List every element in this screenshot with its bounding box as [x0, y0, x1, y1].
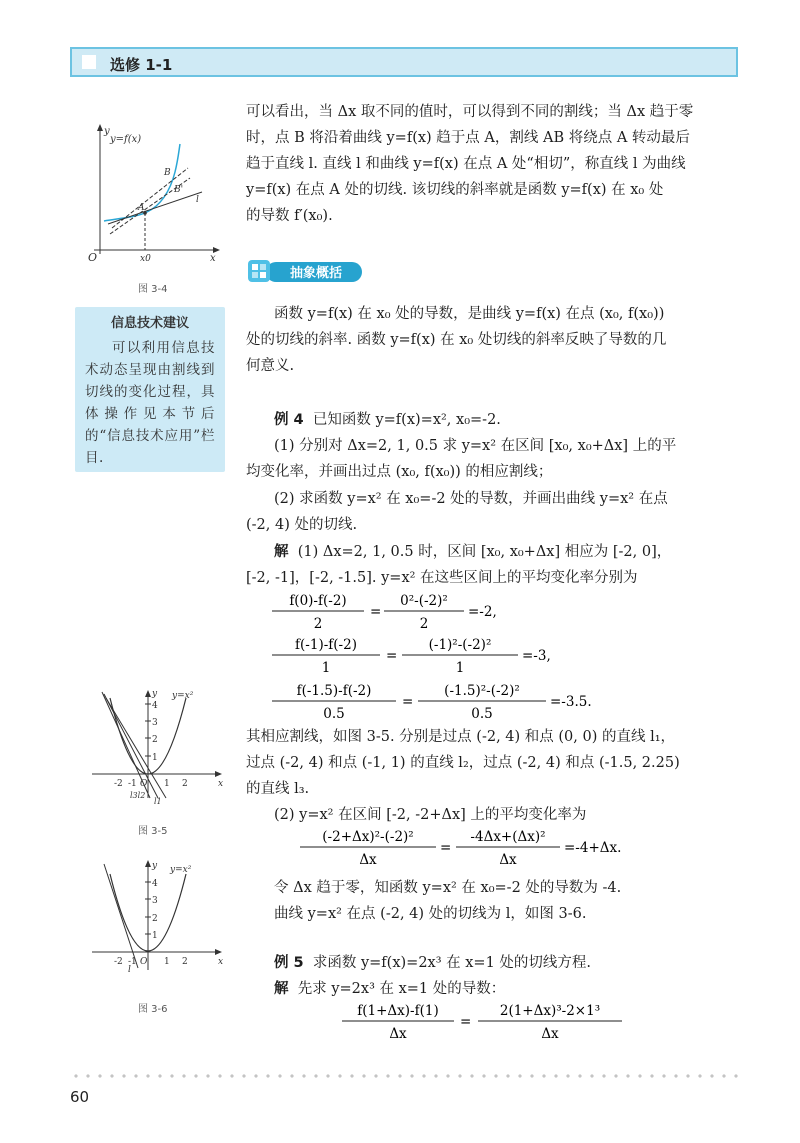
abstract-line: 何意义.	[246, 358, 295, 374]
fig35-x-tick: -2	[114, 779, 123, 789]
fig35-caption: 图 3-5	[138, 826, 168, 837]
f3-den2: 0.5	[471, 706, 493, 722]
f2-num2: (-1)²-(-2)²	[428, 637, 492, 653]
f4-den1: Δx	[359, 852, 377, 868]
fig35-curve-label: y=x²	[172, 691, 194, 701]
fig36-y-tick: 2	[152, 914, 158, 924]
fig35-y-tick: 4	[152, 701, 158, 711]
figure-3-5	[88, 688, 228, 816]
example4-s2c: 的直线 l₃.	[246, 781, 310, 797]
fig34-point-a: A	[138, 203, 145, 213]
f1-result: =-2,	[468, 604, 497, 620]
fig35-lines-label: l3l2	[130, 791, 146, 800]
f3-num1: f(-1.5)-f(-2)	[296, 683, 372, 699]
example5-tag: 例 5	[274, 955, 304, 971]
f3-den1: 0.5	[323, 706, 345, 722]
f4-num1: (-2+Δx)²-(-2)²	[322, 829, 414, 845]
example5-sol	[274, 977, 505, 998]
fig36-y-tick: 3	[152, 896, 158, 906]
example5-statement: 求函数 y=f(x)=2x³ 在 x=1 处的切线方程.	[312, 955, 592, 971]
fig34-line-l: l	[196, 195, 199, 205]
puzzle-icon	[248, 260, 270, 282]
tip-title: 信息技术建议	[110, 316, 189, 331]
f1-num2: 0²-(-2)²	[400, 593, 448, 609]
f2-eq: =	[386, 648, 398, 664]
example4-q1b: 均变化率，并画出过点 (x₀, f(x₀)) 的相应割线；	[246, 464, 553, 480]
example4-s3: (2) y=x² 在区间 [-2, -2+Δx] 上的平均变化率为	[274, 807, 587, 823]
fig35-l1-label: l1	[154, 797, 162, 806]
example4-tag: 例 4	[274, 412, 304, 428]
header-square-icon	[82, 55, 96, 69]
tip-body: 可以利用信息技术动态呈现由割线到切线的变化过程，具体操作见本节后的“信息技术应用”栏目.	[85, 340, 215, 466]
example5-line	[274, 951, 591, 972]
fig36-x-tick: 1	[164, 957, 170, 967]
f1-den1: 2	[313, 616, 323, 632]
example4-s4a: 令 Δx 趋于零，知函数 y=x² 在 x₀=-2 处的导数为 -4.	[274, 880, 622, 896]
fig34-caption: 图 3-4	[138, 284, 168, 295]
abstract-line: 函数 y=f(x) 在 x₀ 处的导数，是曲线 y=f(x) 在点 (x₀, f(x₀))	[274, 306, 665, 322]
fig36-x-tick: -2	[114, 957, 123, 967]
fig36-x-axis-label: x	[218, 957, 224, 967]
fig36-y-axis-label: y	[152, 861, 158, 871]
fig34-origin-label: O	[88, 251, 98, 262]
fig36-x-tick: -1	[128, 957, 137, 967]
f4-den2: Δx	[499, 852, 517, 868]
example4-q2a: (2) 求函数 y=x² 在 x₀=-2 处的导数，并画出曲线 y=x² 在点	[274, 491, 668, 507]
fig35-x-tick: -1	[128, 779, 137, 789]
intro-line: 的导数 f′(x₀).	[246, 208, 333, 224]
fig36-y-tick: 1	[152, 931, 158, 941]
example4-sol1a	[274, 540, 671, 561]
page-number: 60	[70, 1088, 90, 1106]
example4-s1a: (1) Δx=2, 1, 0.5 时，区间 [x₀, x₀+Δx] 相应为 [-2, 0]，	[297, 544, 672, 560]
header-title: 选修 1-1	[110, 56, 173, 74]
f2-den1: 1	[321, 660, 331, 676]
figure-3-4	[82, 122, 224, 262]
chapter-header	[70, 47, 738, 77]
intro-line: y=f(x) 在点 A 处的切线. 该切线的斜率就是函数 y=f(x) 在 x₀ 处	[246, 182, 664, 198]
example4-line	[274, 408, 501, 429]
abstract-line: 处的切线的斜率. 函数 y=f(x) 在 x₀ 处切线的斜率反映了导数的几	[246, 332, 667, 348]
info-tech-tip-box	[75, 307, 225, 472]
fig34-y-axis-label: y	[104, 126, 110, 137]
formula-5	[342, 1000, 632, 1044]
example4-sol-tag: 解	[274, 544, 289, 560]
fig36-x-tick: O	[140, 957, 148, 967]
formula-2	[272, 634, 572, 678]
fig36-y-tick: 4	[152, 879, 158, 889]
intro-line: 可以看出，当 Δx 取不同的值时，可以得到不同的割线；当 Δx 趋于零	[246, 104, 694, 120]
f5-den1: Δx	[389, 1026, 407, 1042]
f3-result: =-3.5.	[550, 694, 592, 710]
fig34-x-axis-label: x	[210, 253, 216, 262]
example4-q2b: (-2, 4) 处的切线.	[246, 517, 358, 533]
f5-num2: 2(1+Δx)³-2×1³	[499, 1003, 601, 1019]
f4-eq: =	[440, 840, 452, 856]
fig36-curve-label: y=x²	[170, 865, 192, 875]
example4-s1b: [-2, -1]，[-2, -1.5]. y=x² 在这些区间上的平均变化率分别为	[246, 570, 638, 586]
f4-result: =-4+Δx.	[564, 840, 622, 856]
f2-result: =-3,	[522, 648, 551, 664]
fig36-tangent-label: l	[128, 965, 131, 975]
example4-q1a: (1) 分别对 Δx=2, 1, 0.5 求 y=x² 在区间 [x₀, x₀+Δx] 上的平	[274, 438, 677, 454]
fig36-caption: 图 3-6	[138, 1004, 168, 1015]
footer-dotted-rule	[70, 1074, 740, 1078]
fig34-x0-label: x0	[140, 254, 151, 262]
fig35-x-tick: 2	[182, 779, 188, 789]
fig34-point-b: B	[164, 168, 171, 178]
example4-s4b: 曲线 y=x² 在点 (-2, 4) 处的切线为 l，如图 3-6.	[274, 906, 587, 922]
figure-3-6	[88, 858, 228, 978]
fig35-x-axis-label: x	[218, 779, 224, 789]
intro-line: 时，点 B 将沿着曲线 y=f(x) 趋于点 A，割线 AB 将绕点 A 转动最后	[246, 130, 690, 146]
f3-num2: (-1.5)²-(-2)²	[444, 683, 520, 699]
fig36-x-tick: 2	[182, 957, 188, 967]
intro-line: 趋于直线 l. 直线 l 和曲线 y=f(x) 在点 A 处“相切”，称直线 l 为曲线	[246, 156, 686, 172]
f3-eq: =	[402, 694, 414, 710]
fig35-y-tick: 1	[152, 753, 158, 763]
fig34-point-b-prime: B'	[174, 185, 184, 195]
formula-3	[272, 680, 612, 724]
fig35-x-tick: O	[140, 779, 148, 789]
example4-s2a: 其相应割线，如图 3-5. 分别是过点 (-2, 4) 和点 (0, 0) 的直线 l₁，	[246, 729, 676, 745]
example5-s1: 先求 y=2x³ 在 x=1 处的导数：	[297, 981, 506, 997]
f1-den2: 2	[419, 616, 429, 632]
fig34-curve-label: y=f(x)	[110, 134, 142, 145]
example4-statement: 已知函数 y=f(x)=x², x₀=-2.	[312, 412, 501, 428]
example5-sol-tag: 解	[274, 981, 289, 997]
fig35-y-tick: 2	[152, 735, 158, 745]
f5-den2: Δx	[541, 1026, 559, 1042]
f5-num1: f(1+Δx)-f(1)	[357, 1003, 439, 1019]
abstract-label: 抽象概括	[290, 266, 343, 281]
f2-den2: 1	[455, 660, 465, 676]
f4-num2: -4Δx+(Δx)²	[470, 829, 546, 845]
f1-num1: f(0)-f(-2)	[289, 593, 347, 609]
fig35-y-axis-label: y	[152, 689, 158, 699]
fig35-x-tick: 1	[164, 779, 170, 789]
fig35-y-tick: 3	[152, 718, 158, 728]
formula-4	[300, 826, 660, 870]
f1-eq: =	[370, 604, 382, 620]
formula-1	[272, 590, 532, 634]
f5-eq: =	[460, 1014, 472, 1030]
f2-num1: f(-1)-f(-2)	[295, 637, 357, 653]
example4-s2b: 过点 (-2, 4) 和点 (-1, 1) 的直线 l₂，过点 (-2, 4) 和点 (-1.5, 2.25)	[246, 755, 680, 771]
